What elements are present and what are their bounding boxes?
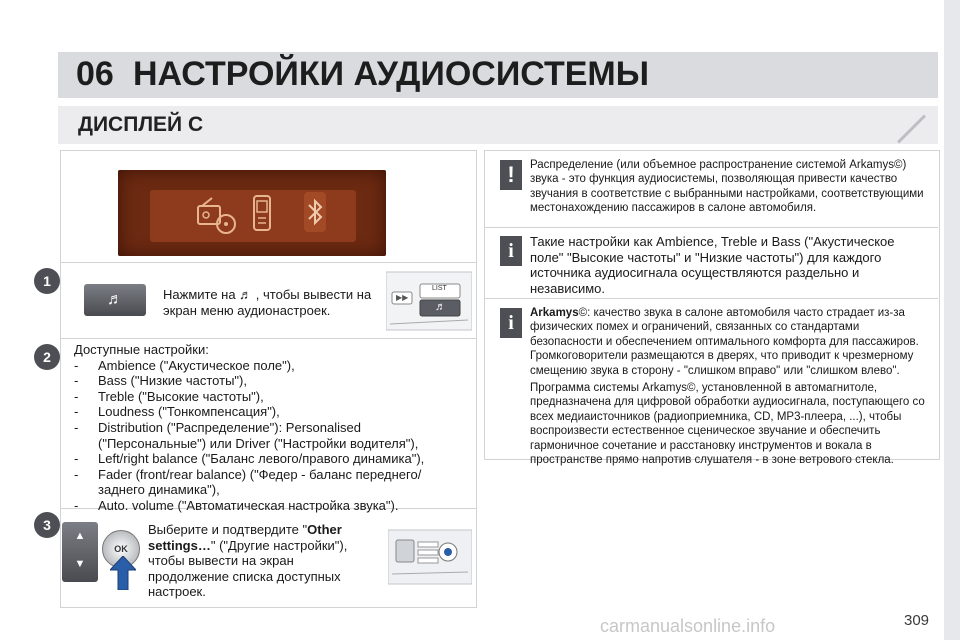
settings-list-item: - Distribution ("Распределение"): Personalised ("Персональные") или Driver ("Настройки водителя"), xyxy=(74,419,419,451)
warning-icon: ! xyxy=(500,160,522,190)
chapter-number: 06 xyxy=(76,55,114,93)
watermark: carmanualsonline.info xyxy=(600,616,776,636)
control-panel-illustration xyxy=(386,270,472,334)
other-settings-label: Other settings… xyxy=(148,522,342,553)
settings-list-item: - Fader (front/rear balance) ("Федер - баланс переднего/заднего динамика"), xyxy=(74,466,422,498)
settings-list-item: - Bass ("Низкие частоты"), xyxy=(74,373,247,389)
settings-list xyxy=(74,358,468,514)
info-icon: i xyxy=(500,236,522,266)
down-arrow-icon[interactable]: ▼ xyxy=(74,558,86,570)
settings-list-item: - Ambience ("Акустическое поле"), xyxy=(74,357,295,373)
console-illustration xyxy=(388,528,472,586)
phone-icon xyxy=(252,194,272,239)
up-arrow-icon[interactable]: ▲ xyxy=(74,530,86,542)
settings-list-item: - Left/right balance ("Баланс левого/правого динамика"), xyxy=(74,451,425,467)
warning-note: Распределение (или объемное распространение системой Arkamys©) звука - это функция аудиосистемы, позволяющая привести качество звучания в соответствие с выбранными настройками, соответствующими местонахождению пассажиров в салоне автомобиля. xyxy=(530,159,924,215)
info-icon: i xyxy=(500,308,522,338)
page-title: НАСТРОЙКИ АУДИОСИСТЕМЫ xyxy=(133,55,650,93)
music-menu-button[interactable]: ♬ xyxy=(84,284,146,316)
notes-divider xyxy=(484,298,938,299)
page-number: 309 xyxy=(904,612,930,629)
info-note-2: Arkamys©: качество звука в салоне автомобиля часто страдает из-за физических помех и ограничений, связанных со стандартами безопасности и обеспечением оптимального комфорта для пассажиров. Громкоговорители размещаются в дверях, что приводит к чрезмерному смещению звука в сторону - "слишком вправо" или "слишком влево". Программа системы Arkamys©, установленной в автомагнитоле, предназначена для цифровой обработки аудиосигнала, поступающего со всех медиаисточников (радиоприемника, CD, MP3-плеера, ...), чтобы воспроизвести естественное сценическое звучание и обеспечить гармоничное сочетание и расстановку инструментов и вокала в пространстве прямо напротив слушателя - в зоне ветрового стекла. xyxy=(530,307,925,467)
section-title: ДИСПЛЕЙ С xyxy=(78,113,204,136)
settings-list-item: - Treble ("Высокие частоты"), xyxy=(74,388,264,404)
info-note-1: Такие настройки как Ambience, Treble и Bass ("Акустическое поле" "Высокие частоты" и "Низкие частоты") для каждого источника аудиосигнала осуществляются раздельно и независимо. xyxy=(530,234,895,296)
settings-list-item: - Loudness ("Тонкомпенсация"), xyxy=(74,404,280,420)
seek-icon: ▶▶ xyxy=(396,293,409,302)
list-button-label: LIST xyxy=(432,285,447,292)
notes-divider xyxy=(484,227,938,228)
step-1-text: Нажмите на ♬ , чтобы вывести на экран меню аудионастроек. xyxy=(163,287,372,318)
arkamys-label: Arkamys xyxy=(530,307,579,319)
settings-list-item: - Auto. volume ("Автоматическая настройка звука"). xyxy=(74,497,399,513)
step-3-text: Выберите и подтвердите "Other settings…" ("Другие настройки"), чтобы вывести на экран продолжение списка доступных настроек. xyxy=(148,522,348,600)
radio-disc-icon xyxy=(192,196,238,241)
navigation-rocker[interactable] xyxy=(62,522,98,582)
step-1-badge: 1 xyxy=(34,268,60,294)
music-button-illustration: ♬ xyxy=(435,301,446,313)
ok-button[interactable]: OK xyxy=(102,530,140,568)
bluetooth-icon xyxy=(304,192,326,232)
settings-intro: Доступные настройки: xyxy=(74,342,209,357)
arrow-pointer-icon xyxy=(110,556,136,595)
right-edge-bar xyxy=(944,0,960,640)
step-2-content xyxy=(74,342,468,514)
step-3-badge: 3 xyxy=(34,512,60,538)
step-2-badge: 2 xyxy=(34,344,60,370)
